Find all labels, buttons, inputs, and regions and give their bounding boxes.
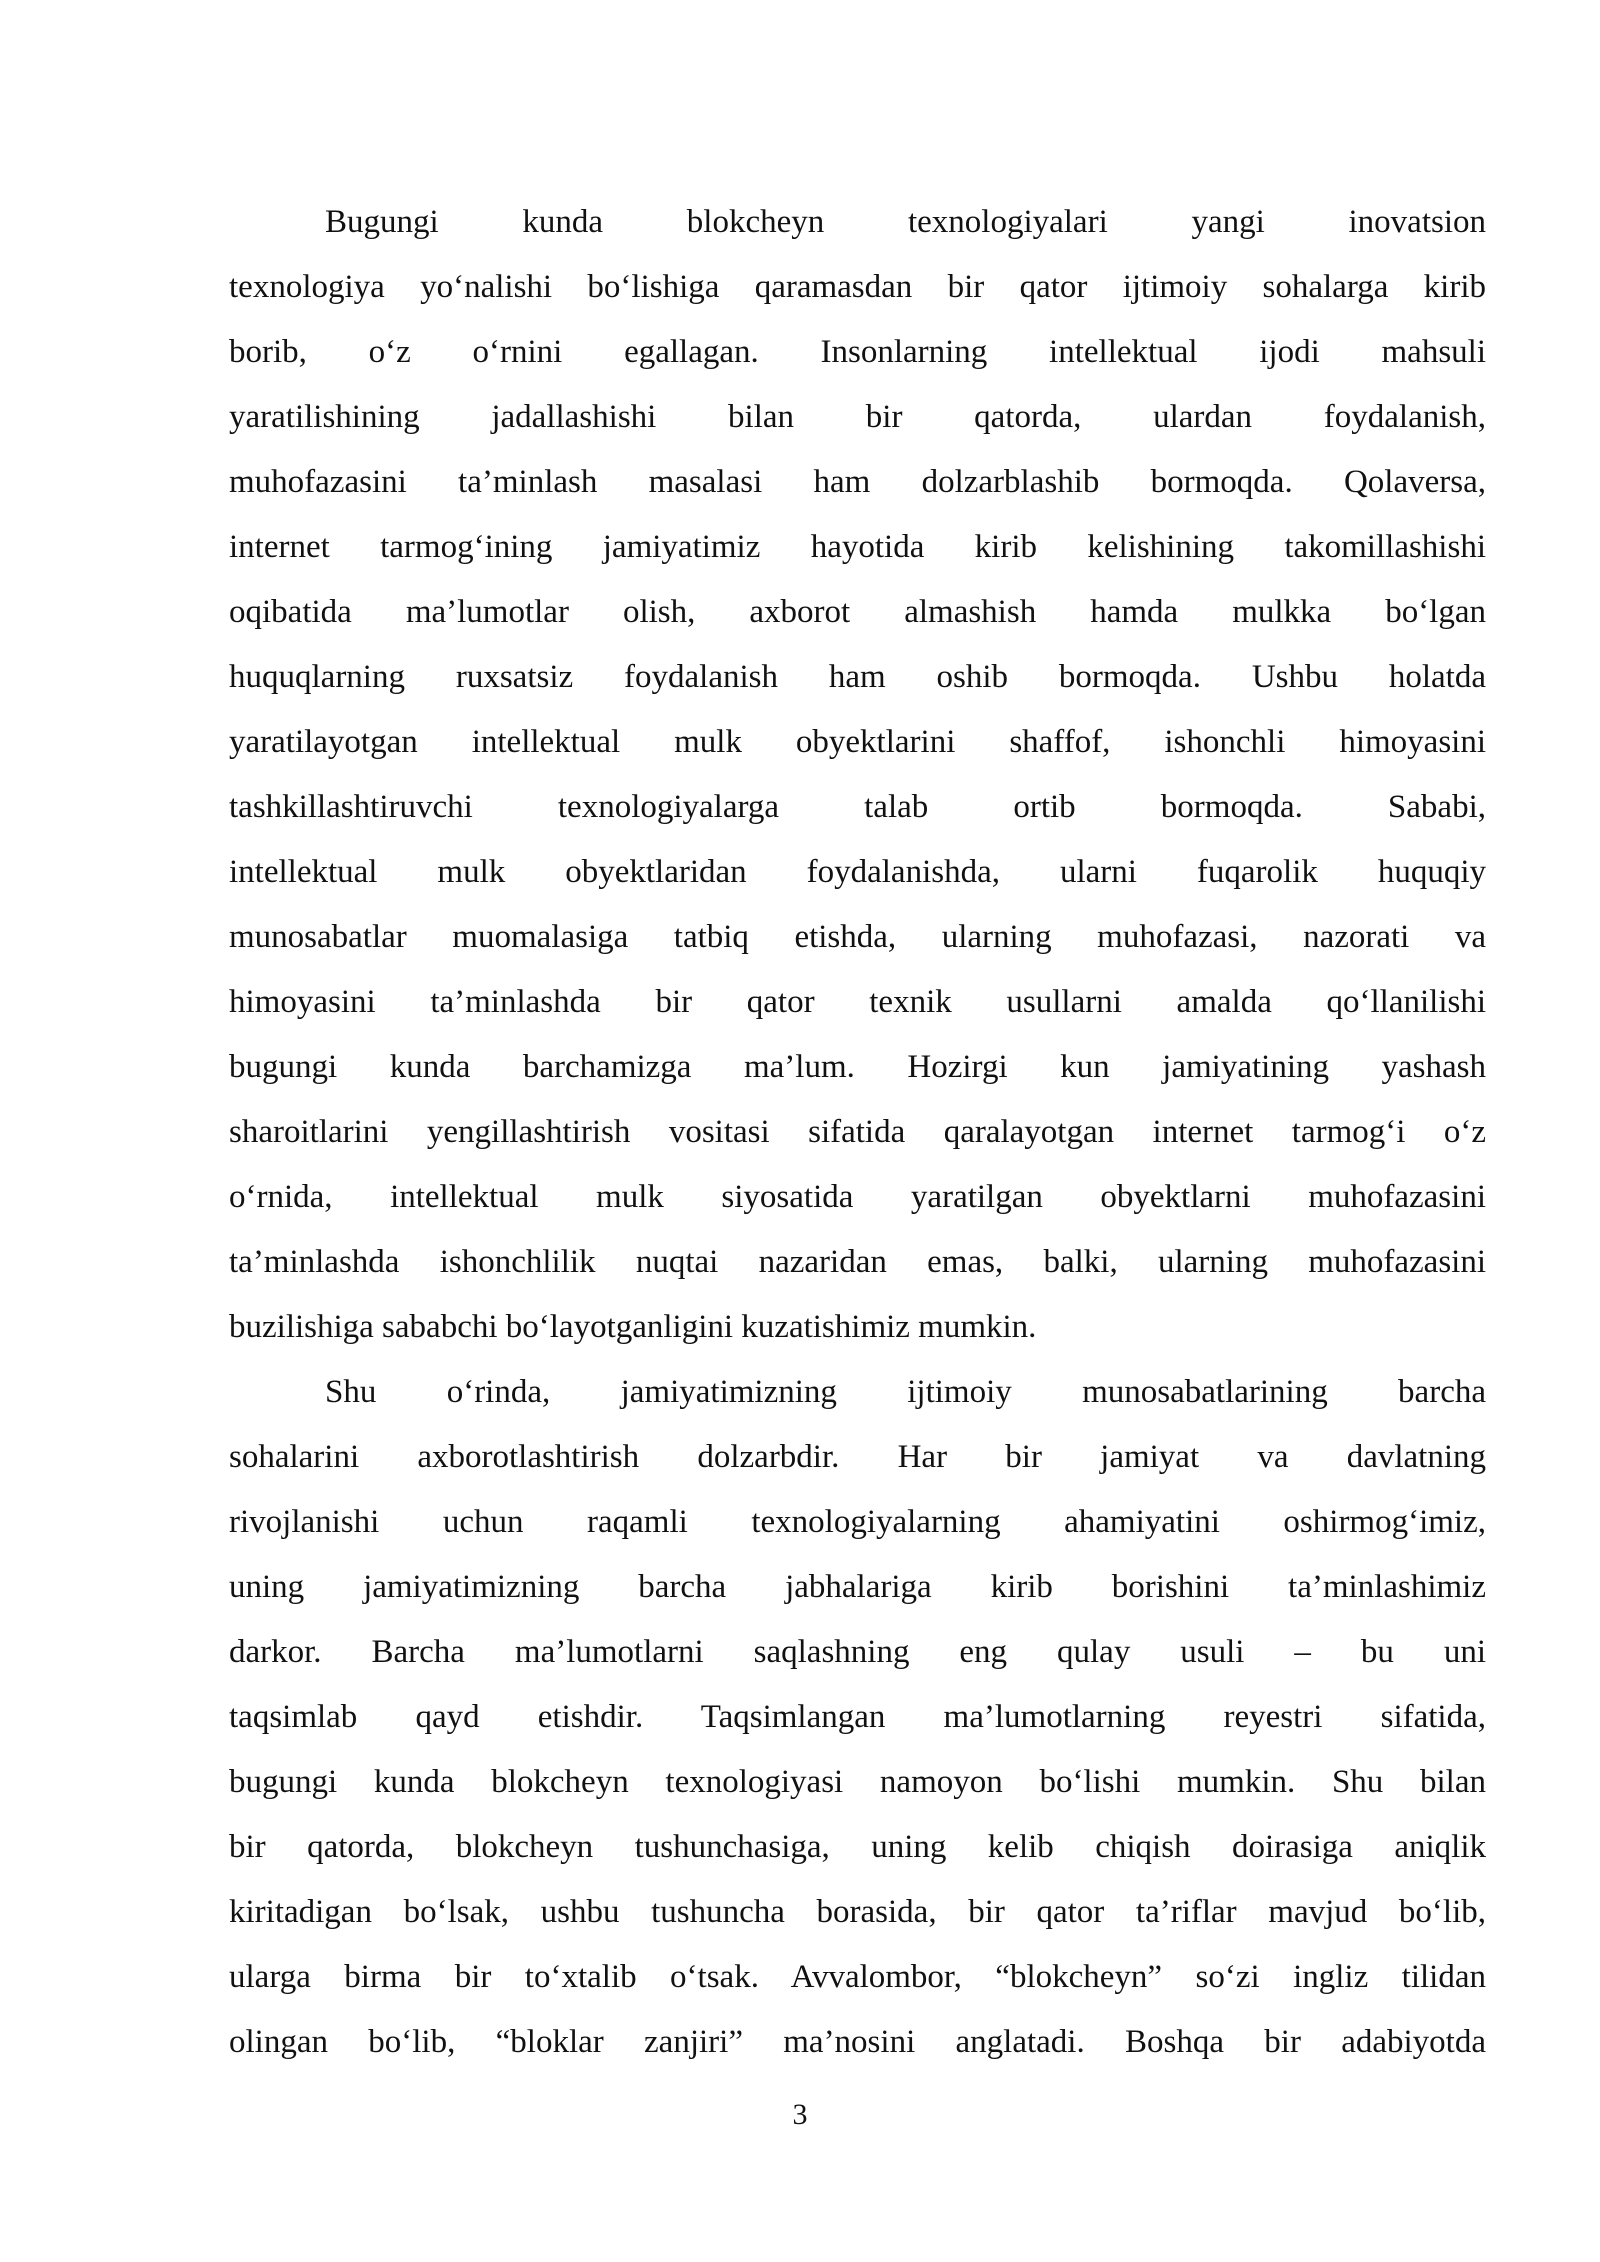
text-line: bir qatorda, blokcheyn tushunchasiga, uning kelib chiqish doirasiga aniqlik bbox=[229, 1829, 1486, 1865]
paragraph-1 bbox=[229, 190, 1486, 1360]
text-line: tashkillashtiruvchi texnologiyalarga talab ortib bormoqda. Sababi, bbox=[229, 789, 1486, 825]
text-line: taqsimlab qayd etishdir. Taqsimlangan ma’lumotlarning reyestri sifatida, bbox=[229, 1699, 1486, 1735]
text-line: huquqlarning ruxsatsiz foydalanish ham oshib bormoqda. Ushbu holatda bbox=[229, 659, 1486, 695]
text-line: yaratilayotgan intellektual mulk obyektlarini shaffof, ishonchli himoyasini bbox=[229, 724, 1486, 760]
text-line: intellektual mulk obyektlaridan foydalanishda, ularni fuqarolik huquqiy bbox=[229, 854, 1486, 890]
text-line: munosabatlar muomalasiga tatbiq etishda, ularning muhofazasi, nazorati va bbox=[229, 919, 1486, 955]
text-line: darkor. Barcha ma’lumotlarni saqlashning eng qulay usuli – bu uni bbox=[229, 1634, 1486, 1670]
text-line: ta’minlashda ishonchlilik nuqtai nazaridan emas, balki, ularning muhofazasini bbox=[229, 1244, 1486, 1280]
text-line: Bugungi kunda blokcheyn texnologiyalari yangi inovatsion bbox=[325, 204, 1486, 240]
text-line: kiritadigan bo‘lsak, ushbu tushuncha borasida, bir qator ta’riflar mavjud bo‘lib, bbox=[229, 1894, 1486, 1930]
text-line: bugungi kunda barchamizga ma’lum. Hozirgi kun jamiyatining yashash bbox=[229, 1049, 1486, 1085]
text-line: borib, o‘z o‘rnini egallagan. Insonlarning intellektual ijodi mahsuli bbox=[229, 334, 1486, 370]
text-line: internet tarmog‘ining jamiyatimiz hayotida kirib kelishining takomillashishi bbox=[229, 529, 1486, 565]
text-line: oqibatida ma’lumotlar olish, axborot almashish hamda mulkka bo‘lgan bbox=[229, 594, 1486, 630]
text-line: yaratilishining jadallashishi bilan bir qatorda, ulardan foydalanish, bbox=[229, 399, 1486, 435]
text-line: o‘rnida, intellektual mulk siyosatida yaratilgan obyektlarni muhofazasini bbox=[229, 1179, 1486, 1215]
text-line: himoyasini ta’minlashda bir qator texnik usullarni amalda qo‘llanilishi bbox=[229, 984, 1486, 1020]
text-line: uning jamiyatimizning barcha jabhalariga kirib borishini ta’minlashimiz bbox=[229, 1569, 1486, 1605]
text-line: bugungi kunda blokcheyn texnologiyasi namoyon bo‘lishi mumkin. Shu bilan bbox=[229, 1764, 1486, 1800]
text-line: olingan bo‘lib, “bloklar zanjiri” ma’nosini anglatadi. Boshqa bir adabiyotda bbox=[229, 2024, 1486, 2060]
text-line: rivojlanishi uchun raqamli texnologiyalarning ahamiyatini oshirmog‘imiz, bbox=[229, 1504, 1486, 1540]
text-line: sohalarini axborotlashtirish dolzarbdir. Har bir jamiyat va davlatning bbox=[229, 1439, 1486, 1475]
text-line: texnologiya yo‘nalishi bo‘lishiga qaramasdan bir qator ijtimoiy sohalarga kirib bbox=[229, 269, 1486, 305]
body-text bbox=[229, 190, 1486, 2075]
text-line: Shu o‘rinda, jamiyatimizning ijtimoiy munosabatlarining barcha bbox=[325, 1374, 1486, 1410]
paragraph-2 bbox=[229, 1360, 1486, 2075]
text-line: buzilishiga sababchi bo‘layotganligini kuzatishimiz mumkin. bbox=[229, 1309, 1037, 1345]
text-line: sharoitlarini yengillashtirish vositasi sifatida qaralayotgan internet tarmog‘i o‘z bbox=[229, 1114, 1486, 1150]
text-line: ularga birma bir to‘xtalib o‘tsak. Avvalombor, “blokcheyn” so‘zi ingliz tilidan bbox=[229, 1959, 1486, 1995]
text-line: muhofazasini ta’minlash masalasi ham dolzarblashib bormoqda. Qolaversa, bbox=[229, 464, 1486, 500]
page-number: 3 bbox=[792, 2098, 808, 2131]
